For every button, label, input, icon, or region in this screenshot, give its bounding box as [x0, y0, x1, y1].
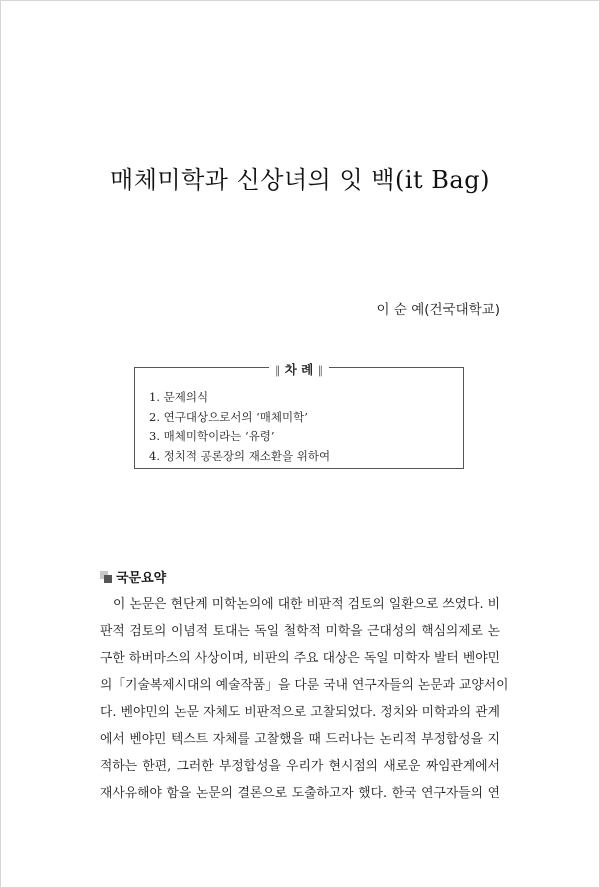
table-of-contents — [134, 362, 464, 469]
square-bullet-icon — [100, 571, 112, 583]
toc-item: 4. 정치적 공론장의 재소환을 위하여 — [149, 448, 331, 463]
toc-bar-right: ∥ — [317, 364, 324, 377]
abstract-line: 이 논문은 현단계 미학논의에 대한 비판적 검토의 일환으로 쓰였다. 비 — [113, 597, 500, 612]
toc-item: 2. 연구대상으로서의 ‘매체미학’ — [149, 409, 308, 424]
abstract-heading — [100, 567, 166, 586]
abstract-line: 적하는 한편, 그러한 부정합성을 우리가 현시점의 새로운 짜임관계에서 — [100, 759, 500, 774]
toc-heading-text: 차 례 — [284, 362, 314, 377]
abstract-body — [100, 591, 509, 807]
paper-title: 매체미학과 신상녀의 잇 백(it Bag) — [110, 166, 490, 194]
toc-item: 1. 문제의식 — [149, 390, 209, 404]
abstract-line: 판적 검토의 이념적 토대는 독일 철학적 미학을 근대성의 핵심의제로 논 — [100, 624, 500, 639]
abstract-heading-text: 국문요약 — [116, 571, 167, 586]
abstract-line: 재사유해야 함을 논문의 결론으로 도출하고자 했다. 한국 연구자들의 연 — [100, 786, 500, 801]
toc-item: 3. 매체미학이라는 ‘유령’ — [149, 429, 275, 443]
toc-bar-left: ∥ — [274, 364, 281, 377]
abstract-line: 구한 하버마스의 사상이며, 비판의 주요 대상은 독일 미학자 발터 벤야민 — [100, 651, 500, 666]
author-affiliation: 이 순 예(건국대학교) — [376, 302, 500, 318]
abstract-line: 에서 벤야민 텍스트 자체를 고찰했을 때 드러나는 논리적 부정합성을 지 — [100, 732, 500, 747]
toc-heading-label — [269, 362, 329, 377]
toc-list — [149, 388, 330, 466]
abstract-line: 다. 벤야민의 논문 자체도 비판적으로 고찰되었다. 정치와 미학과의 관계 — [100, 705, 500, 720]
toc-heading — [135, 359, 463, 378]
abstract-line: 의「기술복제시대의 예술작품」을 다룬 국내 연구자들의 논문과 교양서이 — [100, 678, 509, 693]
